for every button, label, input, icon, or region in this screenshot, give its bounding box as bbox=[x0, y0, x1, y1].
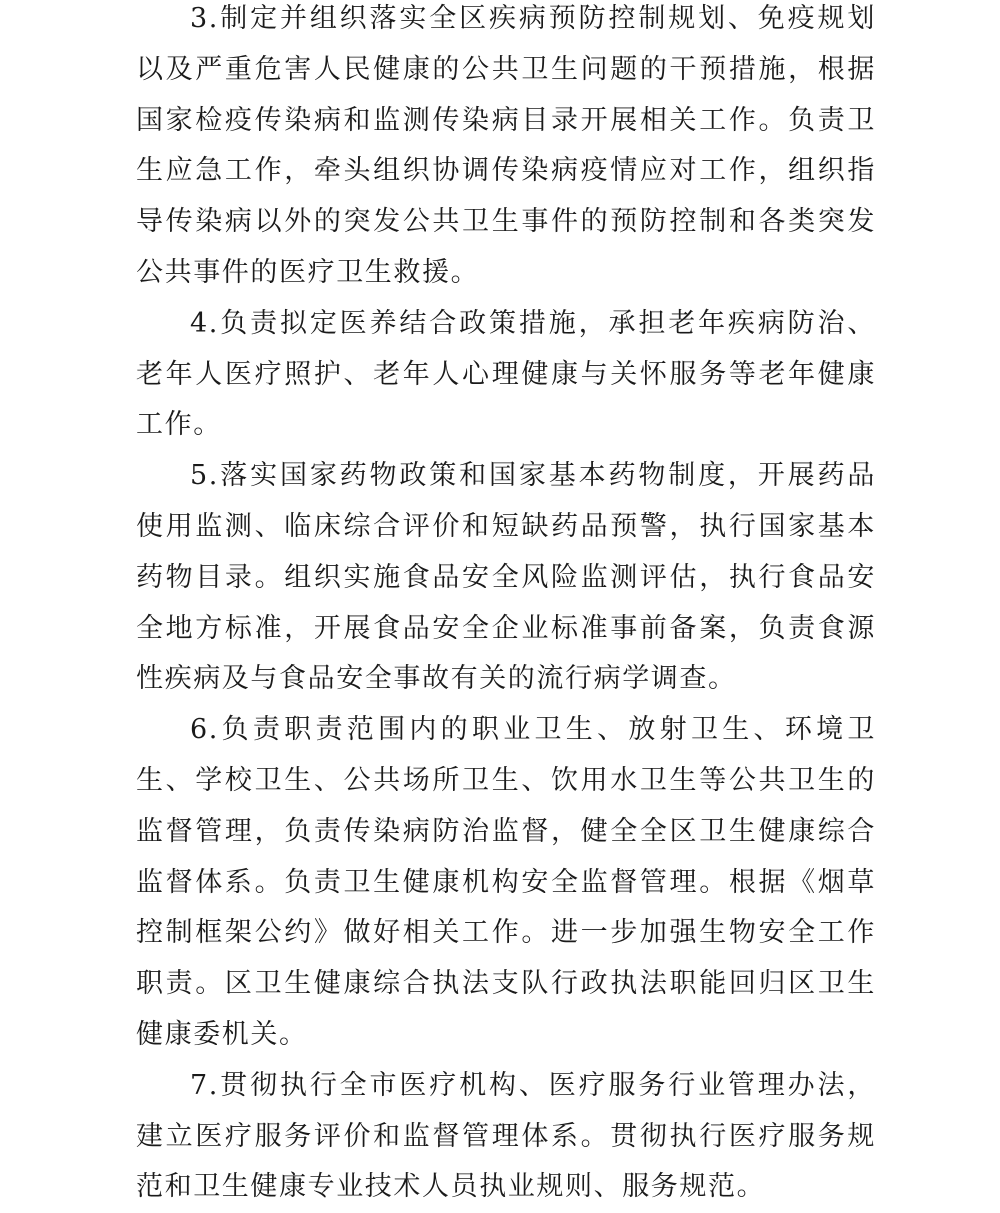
document-page bbox=[136, 0, 876, 1213]
paragraph-3: 3.制定并组织落实全区疾病预防控制规划、免疫规划以及严重危害人民健康的公共卫生问题的干预措施，根据国家检疫传染病和监测传染病目录开展相关工作。负责卫生应急工作，牵头组织协调传染病疫情应对工作，组织指导传染病以外的突发公共卫生事件的预防控制和各类突发公共事件的医疗卫生救援。 bbox=[136, 3, 876, 288]
paragraph-6: 6.负责职责范围内的职业卫生、放射卫生、环境卫生、学校卫生、公共场所卫生、饮用水卫生等公共卫生的监督管理，负责传染病防治监督，健全全区卫生健康综合监督体系。负责卫生健康机构安全监督管理。根据《烟草控制框架公约》做好相关工作。进一步加强生物安全工作职责。区卫生健康综合执法支队行政执法职能回归区卫生健康委机关。 bbox=[136, 714, 876, 1050]
paragraph-7: 7.贯彻执行全市医疗机构、医疗服务行业管理办法，建立医疗服务评价和监督管理体系。贯彻执行医疗服务规范和卫生健康专业技术人员执业规则、服务规范。 bbox=[136, 1069, 876, 1203]
paragraph-5: 5.落实国家药物政策和国家基本药物制度，开展药品使用监测、临床综合评价和短缺药品预警，执行国家基本药物目录。组织实施食品安全风险监测评估，执行食品安全地方标准，开展食品安全企业标准事前备案，负责食源性疾病及与食品安全事故有关的流行病学调查。 bbox=[136, 460, 876, 695]
paragraph-4: 4.负责拟定医养结合政策措施，承担老年疾病防治、老年人医疗照护、老年人心理健康与关怀服务等老年健康工作。 bbox=[136, 307, 876, 441]
